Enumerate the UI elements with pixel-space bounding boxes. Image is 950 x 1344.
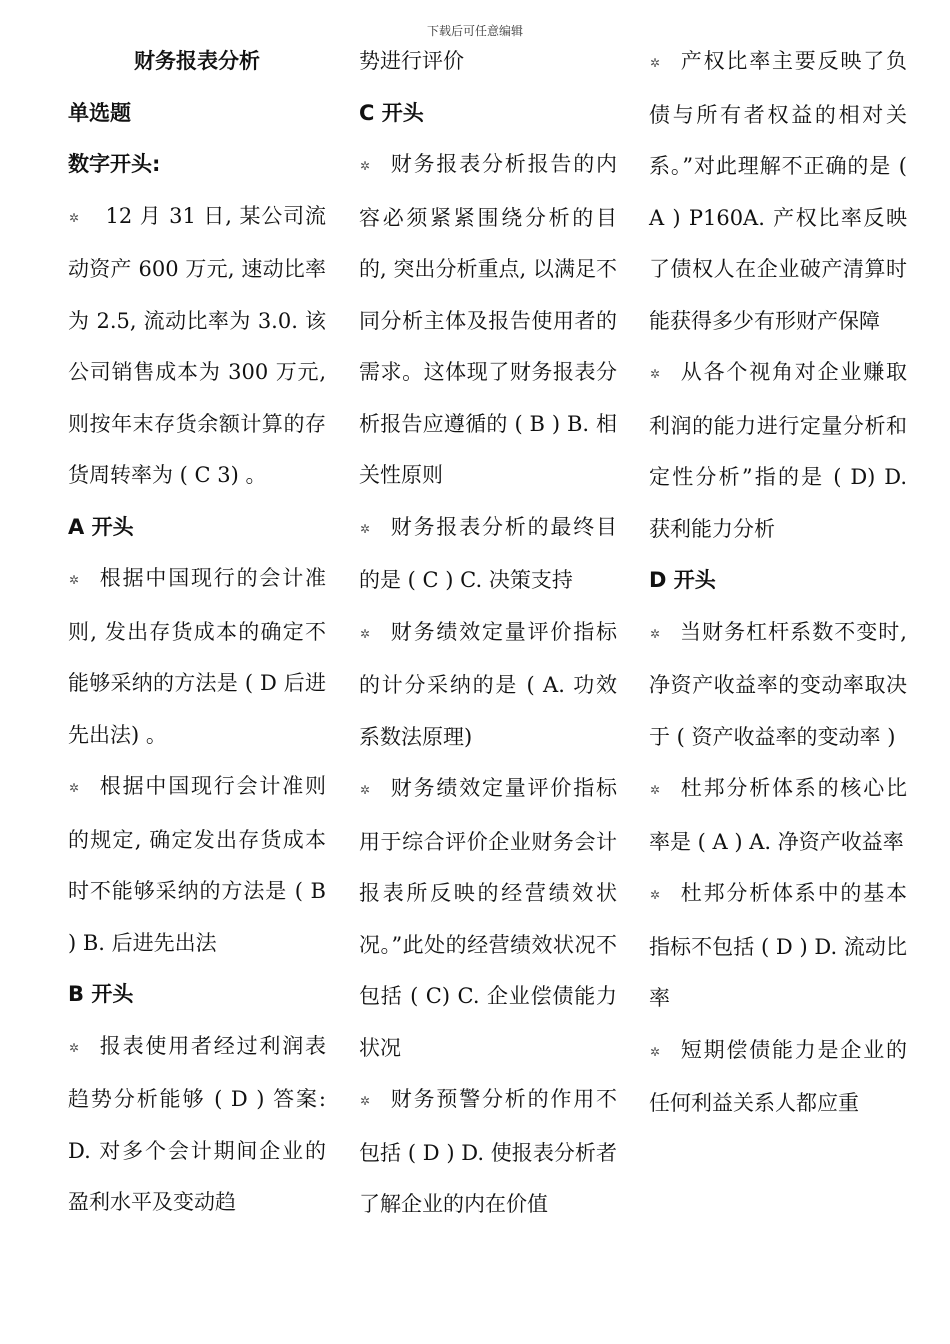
question-text: 产权比率主要反映了负债与所有者权益的相对关系。”对此理解不正确的是 ( A ) P160A. 产权比率反映了债权人在企业破产清算时能获得多少有形财产保障 xyxy=(649,49,907,333)
question-text: 财务绩效定量评价指标的计分采纳的是 ( A. 功效系数法原理) xyxy=(359,619,617,749)
question-text: 财务绩效定量评价指标用于综合评价企业财务会计报表所反映的经营绩效状况。”此处的经营绩效状况不包括 ( C) C. 企业偿债能力状况 xyxy=(359,776,617,1060)
section-heading: 单选题 xyxy=(68,100,131,125)
header-note: 下载后可任意编辑 xyxy=(426,24,523,38)
column-1 xyxy=(68,36,326,1229)
bullet-icon: ✲ xyxy=(649,56,661,70)
question-continuation: 势进行评价 xyxy=(359,49,464,73)
bullet-icon: ✲ xyxy=(359,626,371,641)
bullet-icon: ✲ xyxy=(649,888,661,902)
question-item xyxy=(649,868,907,1025)
question-text: 从各个视角对企业赚取利润的能力进行定量分析和定性分析”指的是 ( D) D. 获利能力分析 xyxy=(649,360,907,541)
question-item xyxy=(359,502,617,607)
question-item xyxy=(649,763,907,868)
question-text: 根据中国现行会计准则的规定, 确定发出存货成本时不能够采纳的方法是 ( B ) B. 后进先出法 xyxy=(68,774,326,955)
section-heading: 数字开头: xyxy=(68,152,161,176)
question-item xyxy=(68,191,326,502)
column-3 xyxy=(649,36,907,1130)
bullet-icon: ✲ xyxy=(68,1040,80,1055)
question-text: 杜邦分析体系的核心比率是 ( A ) A. 净资产收益率 xyxy=(649,776,907,854)
question-text: 当财务杠杆系数不变时, 净资产收益率的变动率取决于 ( 资产收益率的变动率 ) xyxy=(649,619,907,749)
section-heading: B 开头 xyxy=(68,982,134,1006)
question-text: 短期偿债能力是企业的任何利益关系人都应重 xyxy=(649,1037,907,1115)
document-title: 财务报表分析 xyxy=(134,49,260,73)
bullet-icon: ✲ xyxy=(649,626,661,641)
question-item xyxy=(68,553,326,761)
question-item xyxy=(649,1025,907,1130)
question-text: 财务预警分析的作用不包括 ( D ) D. 使报表分析者了解企业的内在价值 xyxy=(359,1087,617,1216)
question-item xyxy=(359,139,617,502)
question-item xyxy=(359,763,617,1074)
question-text: 根据中国现行的会计准则, 发出存货成本的确定不能够采纳的方法是 ( D 后进先出法) 。 xyxy=(68,566,326,747)
question-text: 报表使用者经过利润表趋势分析能够 ( D ) 答案: D. 对多个会计期间企业的盈利水平及变动趋 xyxy=(68,1033,326,1214)
question-text: 财务报表分析报告的内容必须紧紧围绕分析的目的, 突出分析重点, 以满足不同分析主体及报告使用者的需求。这体现了财务报表分析报告应遵循的 ( B ) B. 相关性原则 xyxy=(359,152,617,487)
bullet-icon: ✲ xyxy=(359,783,371,797)
section-heading: D 开头 xyxy=(649,568,716,592)
question-item xyxy=(649,347,907,555)
bullet-icon: ✲ xyxy=(649,367,661,381)
bullet-icon: ✲ xyxy=(649,783,661,797)
question-text: 杜邦分析体系中的基本指标不包括 ( D ) D. 流动比率 xyxy=(649,881,907,1010)
bullet-icon: ✲ xyxy=(68,210,80,225)
bullet-icon: ✲ xyxy=(68,781,80,795)
bullet-icon: ✲ xyxy=(68,573,80,587)
bullet-icon: ✲ xyxy=(359,159,371,173)
question-text: 财务报表分析的最终目的是 ( C ) C. 决策支持 xyxy=(359,514,617,592)
question-item xyxy=(359,607,617,764)
bullet-icon: ✲ xyxy=(359,521,371,536)
bullet-icon: ✲ xyxy=(649,1044,661,1059)
question-item xyxy=(68,1021,326,1229)
question-item xyxy=(649,607,907,764)
section-heading: A 开头 xyxy=(68,514,134,539)
column-2 xyxy=(359,36,617,1231)
section-heading: C 开头 xyxy=(359,100,424,125)
question-item xyxy=(649,36,907,347)
bullet-icon: ✲ xyxy=(359,1094,371,1108)
question-item xyxy=(359,1074,617,1231)
question-item xyxy=(68,761,326,969)
question-text: 12 月 31 日, 某公司流动资产 600 万元, 速动比率为 2.5, 流动比率为 3.0. 该公司销售成本为 300 万元, 则按年末存货余额计算的存货周转率为 ( C 3) 。 xyxy=(68,203,326,487)
